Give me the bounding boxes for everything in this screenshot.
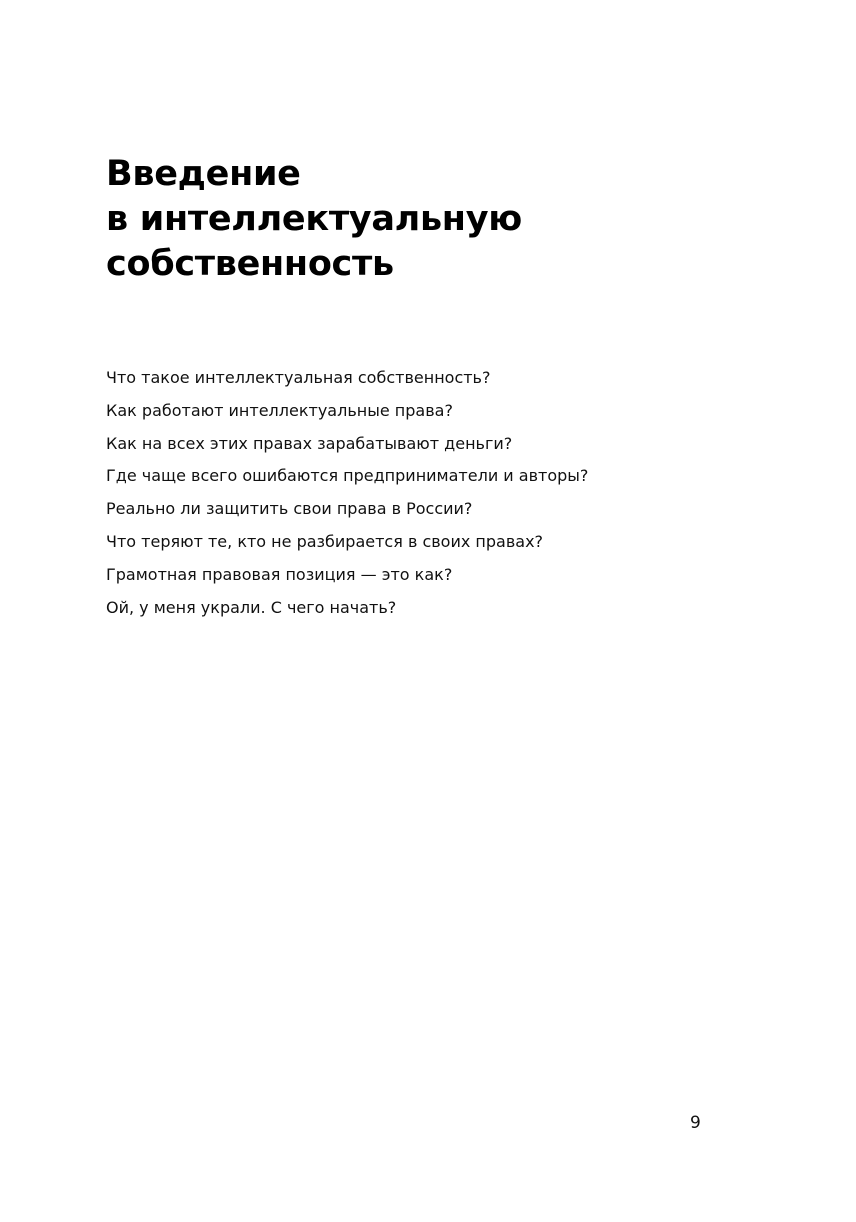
question-item: Где чаще всего ошибаются предприниматели и авторы?: [106, 466, 589, 486]
question-item: Грамотная правовая позиция — это как?: [106, 564, 453, 584]
chapter-title-line: Введение: [106, 154, 301, 194]
question-item: Что теряют те, кто не разбирается в своих правах?: [106, 531, 544, 551]
question-item: Ой, у меня украли. С чего начать?: [106, 597, 397, 617]
chapter-title-line: в интеллектуальную: [106, 199, 522, 239]
chapter-title: [106, 152, 706, 287]
question-item: Что такое интеллектуальная собственность?: [106, 368, 491, 387]
chapter-title-line: собственность: [106, 244, 394, 284]
question-item: Реально ли защитить свои права в России?: [106, 499, 473, 519]
question-item: Как работают интеллектуальные права?: [106, 400, 453, 420]
page-number: 9: [690, 1113, 701, 1133]
question-item: Как на всех этих правах зарабатывают деньги?: [106, 433, 513, 453]
chapter-questions-list: [106, 362, 746, 624]
